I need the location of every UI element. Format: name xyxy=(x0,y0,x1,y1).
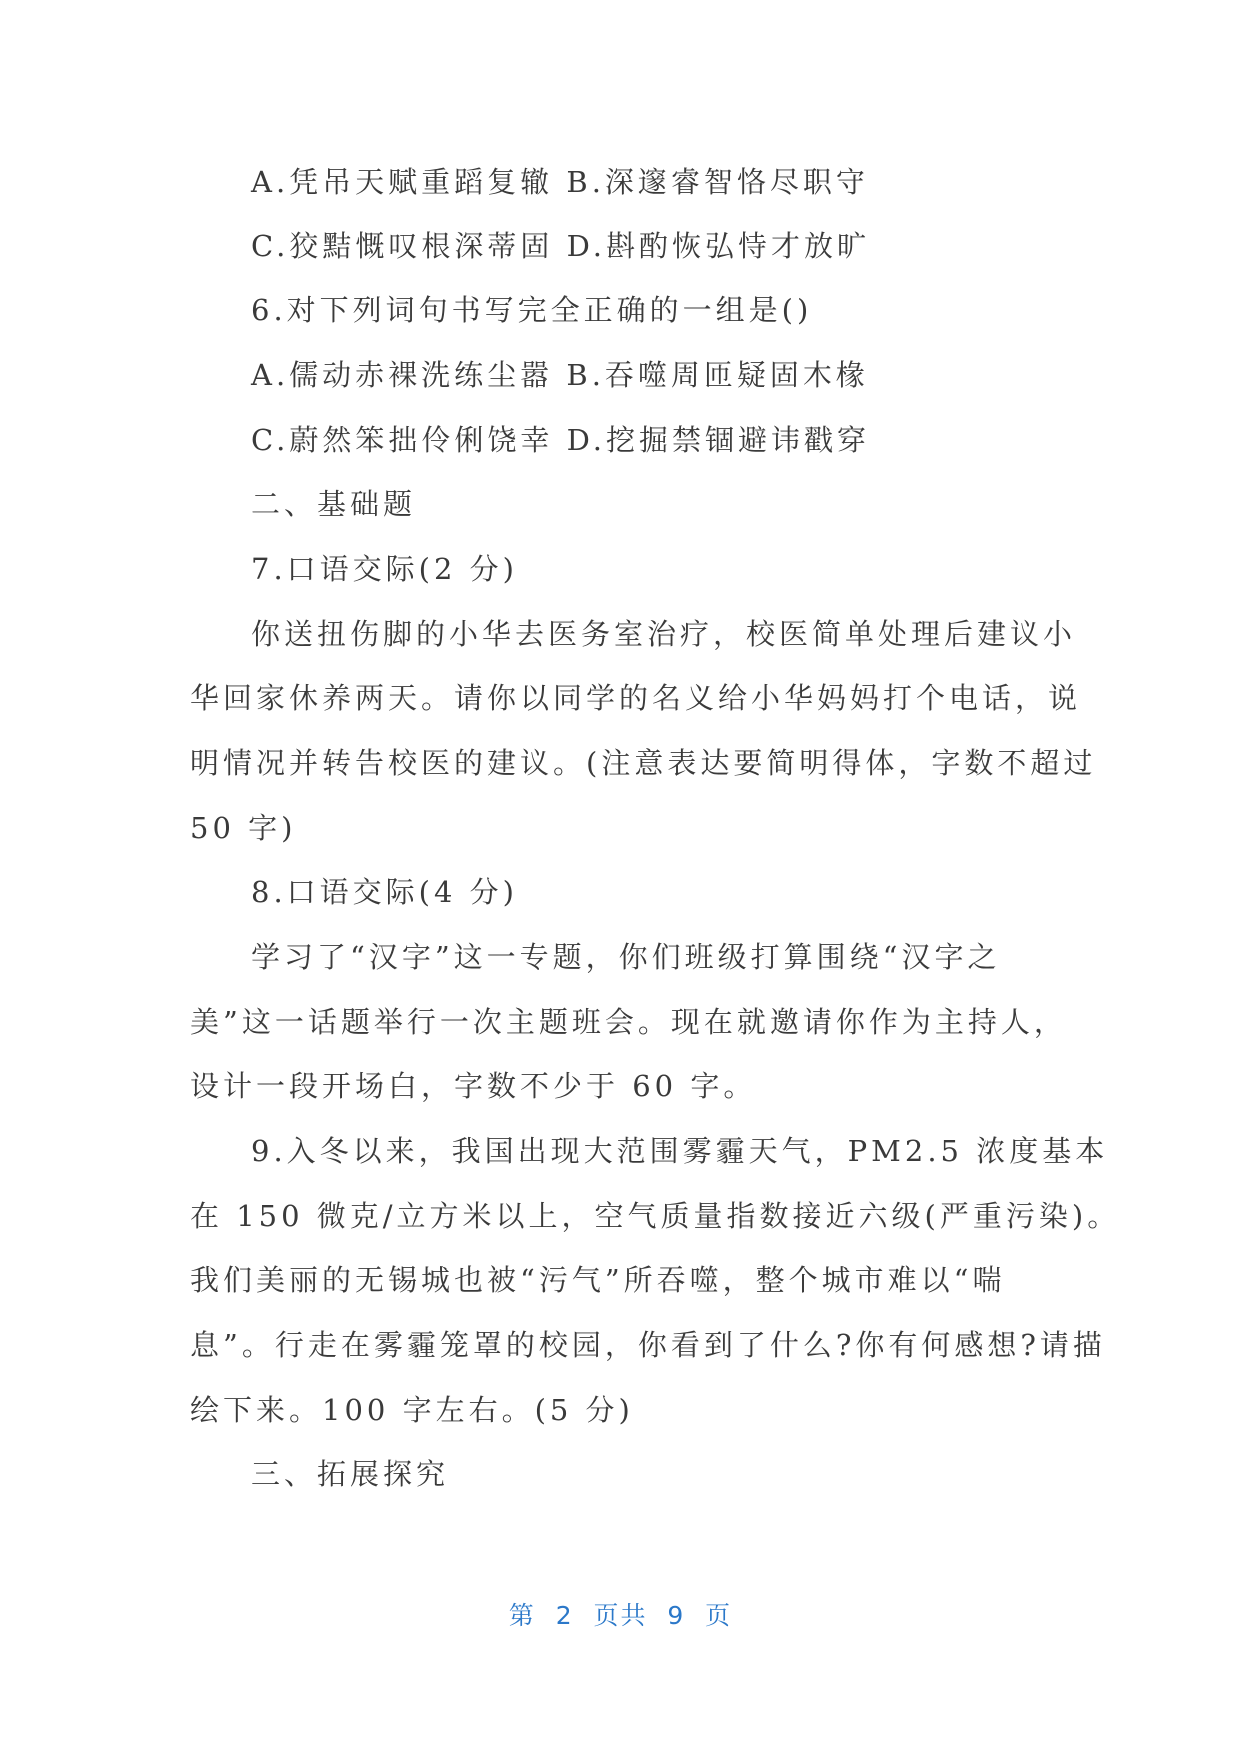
paragraph-7-line-1: 你送扭伤脚的小华去医务室治疗，校医简单处理后建议小 xyxy=(251,617,1077,651)
question-6: 6.对下列词句书写完全正确的一组是() xyxy=(251,293,813,327)
question-9-line-5: 绘下来。100 字左右。(5 分) xyxy=(190,1393,634,1427)
question-8: 8.口语交际(4 分) xyxy=(251,875,518,909)
question-9-line-4: 息”。行走在雾霾笼罩的校园，你看到了什么?你有何感想?请描 xyxy=(190,1328,1106,1362)
paragraph-7-line-2: 华回家休养两天。请你以同学的名义给小华妈妈打个电话，说 xyxy=(190,681,1082,715)
option-line-cd-5: C.狡黠慨叹根深蒂固 D.斟酌恢弘恃才放旷 xyxy=(251,229,871,263)
page-number-footer: 第 2 页共 9 页 xyxy=(508,1601,733,1630)
paragraph-7-line-4: 50 字) xyxy=(190,811,297,845)
paragraph-8-line-3: 设计一段开场白，字数不少于 60 字。 xyxy=(190,1069,757,1103)
question-9-line-3: 我们美丽的无锡城也被“污气”所吞噬，整个城市难以“喘 xyxy=(190,1263,1006,1297)
option-line-ab-5: A.凭吊天赋重蹈复辙 B.深邃睿智恪尽职守 xyxy=(251,165,869,199)
option-line-ab-6: A.儒动赤裸洗练尘嚣 B.吞噬周匝疑固木椽 xyxy=(251,358,869,392)
section-heading-3: 三、拓展探究 xyxy=(251,1457,450,1491)
paragraph-8-line-1: 学习了“汉字”这一专题，你们班级打算围绕“汉字之 xyxy=(251,940,1001,974)
option-line-cd-6: C.蔚然笨拙伶俐饶幸 D.挖掘禁锢避讳戳穿 xyxy=(251,423,871,457)
question-7: 7.口语交际(2 分) xyxy=(251,552,518,586)
paragraph-7-line-3: 明情况并转告校医的建议。(注意表达要简明得体，字数不超过 xyxy=(190,746,1097,780)
paragraph-8-line-2: 美”这一话题举行一次主题班会。现在就邀请你作为主持人， xyxy=(190,1005,1067,1039)
question-9-line-1: 9.入冬以来，我国出现大范围雾霾天气，PM2.5 浓度基本 xyxy=(251,1134,1109,1168)
section-heading-2: 二、基础题 xyxy=(251,487,417,521)
question-9-line-2: 在 150 微克/立方米以上，空气质量指数接近六级(严重污染)。 xyxy=(190,1199,1121,1233)
